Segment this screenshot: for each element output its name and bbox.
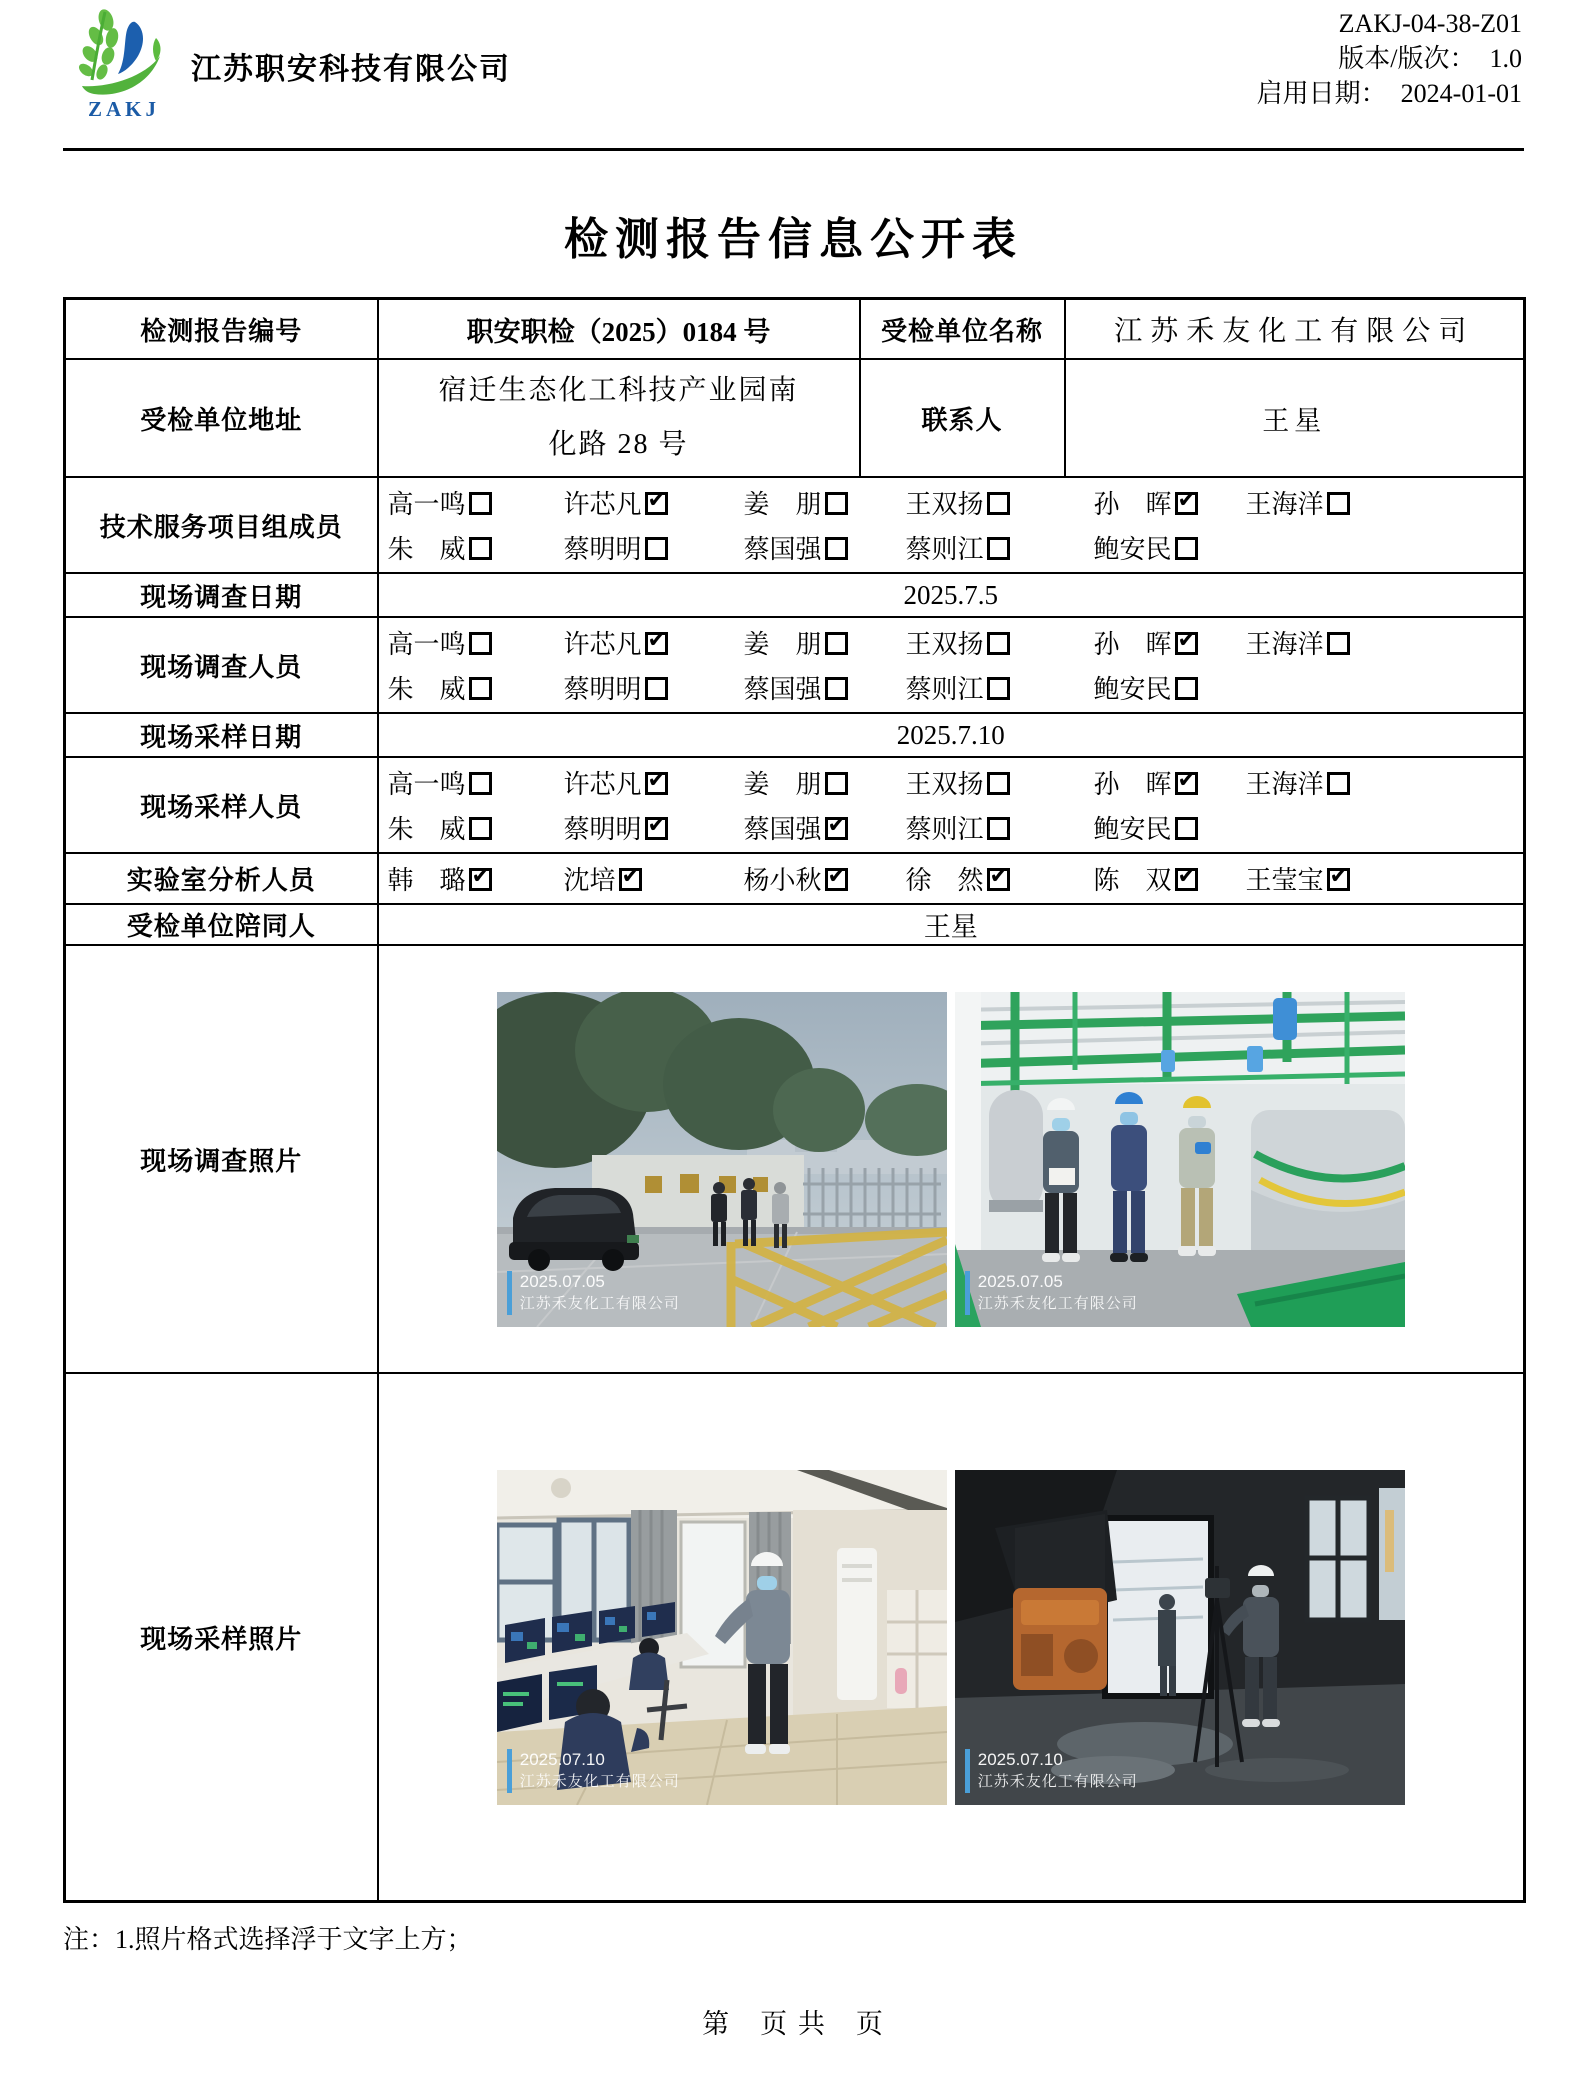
member-checkbox [469,677,492,700]
member-checkbox [1175,772,1198,795]
member-checkbox [1175,632,1198,655]
table-row [65,617,1525,713]
member-item: 许芯凡 ✔ [564,624,744,661]
table-row [65,904,1525,945]
photo-watermark [507,1749,680,1793]
report-info-table [63,297,1526,1903]
company-name: 江苏职安科技有限公司 [191,53,511,86]
photo-watermark-company: 江苏禾友化工有限公司 [977,1294,1138,1312]
member-checkbox [469,492,492,515]
orange-machine [1013,1588,1107,1690]
lab-staff-list [379,854,1524,903]
unit-name-label: 受检单位名称 [860,299,1065,360]
member-checkbox [469,772,492,795]
photo-watermark [965,1749,1138,1793]
team-label: 技术服务项目组成员 [65,477,378,573]
sampling-photo-control-room [497,1470,947,1805]
photo-watermark-company: 江苏禾友化工有限公司 [977,1772,1138,1790]
unit-name-value: 江苏禾友化工有限公司 [1114,316,1475,347]
member-item: 韩 璐 ✔ [388,860,564,897]
member-checkbox [987,772,1010,795]
member-item: 朱 威 [388,529,564,566]
report-no-value: 职安职检（2025）0184 号 [378,299,860,360]
member-checkbox [619,868,642,891]
member-item: 王海洋 [1246,764,1524,801]
member-checkbox [825,537,848,560]
member-item: 蔡国强 [744,529,906,566]
member-item: 鲍安民 [1094,809,1246,846]
photo-watermark [507,1271,680,1315]
member-item: 杨小秋 ✔ [744,860,906,897]
member-item: 蔡则江 [906,809,1094,846]
member-item: 朱 威 [388,809,564,846]
table-row [65,757,1525,853]
doc-date-value: 2024-01-01 [1400,79,1522,108]
member-item: 王莹宝✔ [1246,860,1524,897]
member-item: 蔡则江 [906,669,1094,706]
sampling-photo-warehouse [955,1470,1405,1805]
member-item: 高一鸣 [388,764,564,801]
survey-photo-plant [955,992,1405,1327]
lab-staff-label: 实验室分析人员 [65,853,378,904]
member-item: 高一鸣 [388,484,564,521]
escort-label: 受检单位陪同人 [65,904,378,945]
member-item: 姜 朋 [744,484,906,521]
member-item: 高一鸣 [388,624,564,661]
photo-watermark-date: 2025.07.10 [977,1749,1063,1769]
team-member-list [379,478,1524,572]
table-row [65,1373,1525,1902]
member-checkbox [987,537,1010,560]
member-item: 许芯凡 ✔ [564,484,744,521]
sampling-staff-label: 现场采样人员 [65,757,378,853]
member-item: 徐 然 ✔ [906,860,1094,897]
escort-value: 王星 [378,904,1525,945]
survey-photo-row [379,946,1524,1372]
doc-version-value: 1.0 [1489,44,1522,73]
member-checkbox [825,632,848,655]
sampling-photo-row [379,1374,1524,1900]
member-checkbox [645,537,668,560]
report-no-label: 检测报告编号 [65,299,378,360]
car-shape [509,1188,639,1271]
survey-date-label: 现场调查日期 [65,573,378,617]
photo-watermark-company: 江苏禾友化工有限公司 [519,1294,680,1312]
sampling-photo-label: 现场采样照片 [65,1373,378,1902]
table-row [65,477,1525,573]
member-item: 蔡国强 ✔ [744,809,906,846]
member-item: 朱 威 [388,669,564,706]
table-row [65,359,1525,477]
member-checkbox [645,772,668,795]
member-checkbox [1175,677,1198,700]
member-checkbox [645,817,668,840]
page-number-footer: 第 页 共 页 [702,2009,885,2039]
member-checkbox [825,677,848,700]
member-item: 孙 晖 ✔ [1094,624,1246,661]
survey-staff-list [379,618,1524,712]
table-row [65,713,1525,757]
member-checkbox [645,677,668,700]
member-checkbox [1327,868,1350,891]
member-item: 孙 晖 ✔ [1094,484,1246,521]
member-item: 蔡国强 [744,669,906,706]
member-checkbox [987,492,1010,515]
member-checkbox [469,817,492,840]
member-checkbox [469,537,492,560]
member-checkbox [1175,817,1198,840]
member-checkbox [469,632,492,655]
member-checkbox [987,868,1010,891]
member-checkbox [825,817,848,840]
member-item: 鲍安民 [1094,669,1246,706]
table-row [65,945,1525,1373]
logo-acronym: ZAKJ [87,97,160,121]
member-item: 姜 朋 [744,764,906,801]
footnote: 注：1.照片格式选择浮于文字上方； [63,1925,473,1954]
company-logo [69,4,179,121]
member-checkbox [1327,492,1350,515]
member-checkbox [825,492,848,515]
survey-staff-label: 现场调查人员 [65,617,378,713]
member-item: 王海洋 [1246,624,1524,661]
header-doc-meta [1257,6,1522,111]
member-item: 鲍安民 [1094,529,1246,566]
survey-photo-gate [497,992,947,1327]
sampling-staff-list [379,758,1524,852]
table-row [65,853,1525,904]
member-checkbox [987,817,1010,840]
photo-watermark-date: 2025.07.10 [519,1749,605,1769]
member-checkbox [825,772,848,795]
member-checkbox [987,677,1010,700]
member-checkbox [1175,492,1198,515]
survey-photo-label: 现场调查照片 [65,945,378,1373]
member-item: 蔡明明 ✔ [564,809,744,846]
photo-watermark-date: 2025.07.05 [977,1271,1063,1291]
member-item: 王双扬 [906,764,1094,801]
member-item: 王双扬 [906,624,1094,661]
member-item: 许芯凡 ✔ [564,764,744,801]
photo-watermark-company: 江苏禾友化工有限公司 [519,1772,680,1790]
doc-version-line: 版本/版次： 1.0 [1338,44,1522,73]
member-checkbox [645,492,668,515]
sampling-date-label: 现场采样日期 [65,713,378,757]
member-checkbox [1327,772,1350,795]
member-item: 姜 朋 [744,624,906,661]
document-header [63,0,1524,151]
doc-code: ZAKJ-04-38-Z01 [1338,9,1522,38]
member-item: 蔡明明 [564,529,744,566]
member-checkbox [825,868,848,891]
photo-watermark [965,1271,1138,1315]
member-checkbox [645,632,668,655]
member-item: 陈 双 ✔ [1094,860,1246,897]
member-item: 王双扬 [906,484,1094,521]
survey-date-value: 2025.7.5 [378,573,1525,617]
address-label: 受检单位地址 [65,359,378,477]
table-row [65,299,1525,360]
page-title: 检测报告信息公开表 [564,215,1023,264]
table-row [65,573,1525,617]
member-item: 沈培 ✔ [564,860,744,897]
member-item: 蔡明明 [564,669,744,706]
sampling-date-value: 2025.7.10 [378,713,1525,757]
doc-date-line: 启用日期： 2024-01-01 [1256,79,1522,108]
contact-label: 联系人 [860,359,1065,477]
member-item: 蔡则江 [906,529,1094,566]
member-checkbox [987,632,1010,655]
member-checkbox [1327,632,1350,655]
member-item: 王海洋 [1246,484,1524,521]
member-item: 孙 晖 ✔ [1094,764,1246,801]
contact-value: 王星 [1262,405,1327,436]
member-checkbox [1175,537,1198,560]
address-value: 宿迁生态化工科技产业园南 化路 28 号 [438,375,799,460]
member-checkbox [1175,868,1198,891]
photo-watermark-date: 2025.07.05 [519,1271,605,1291]
member-checkbox [469,868,492,891]
leaf-logo-icon [72,4,176,100]
